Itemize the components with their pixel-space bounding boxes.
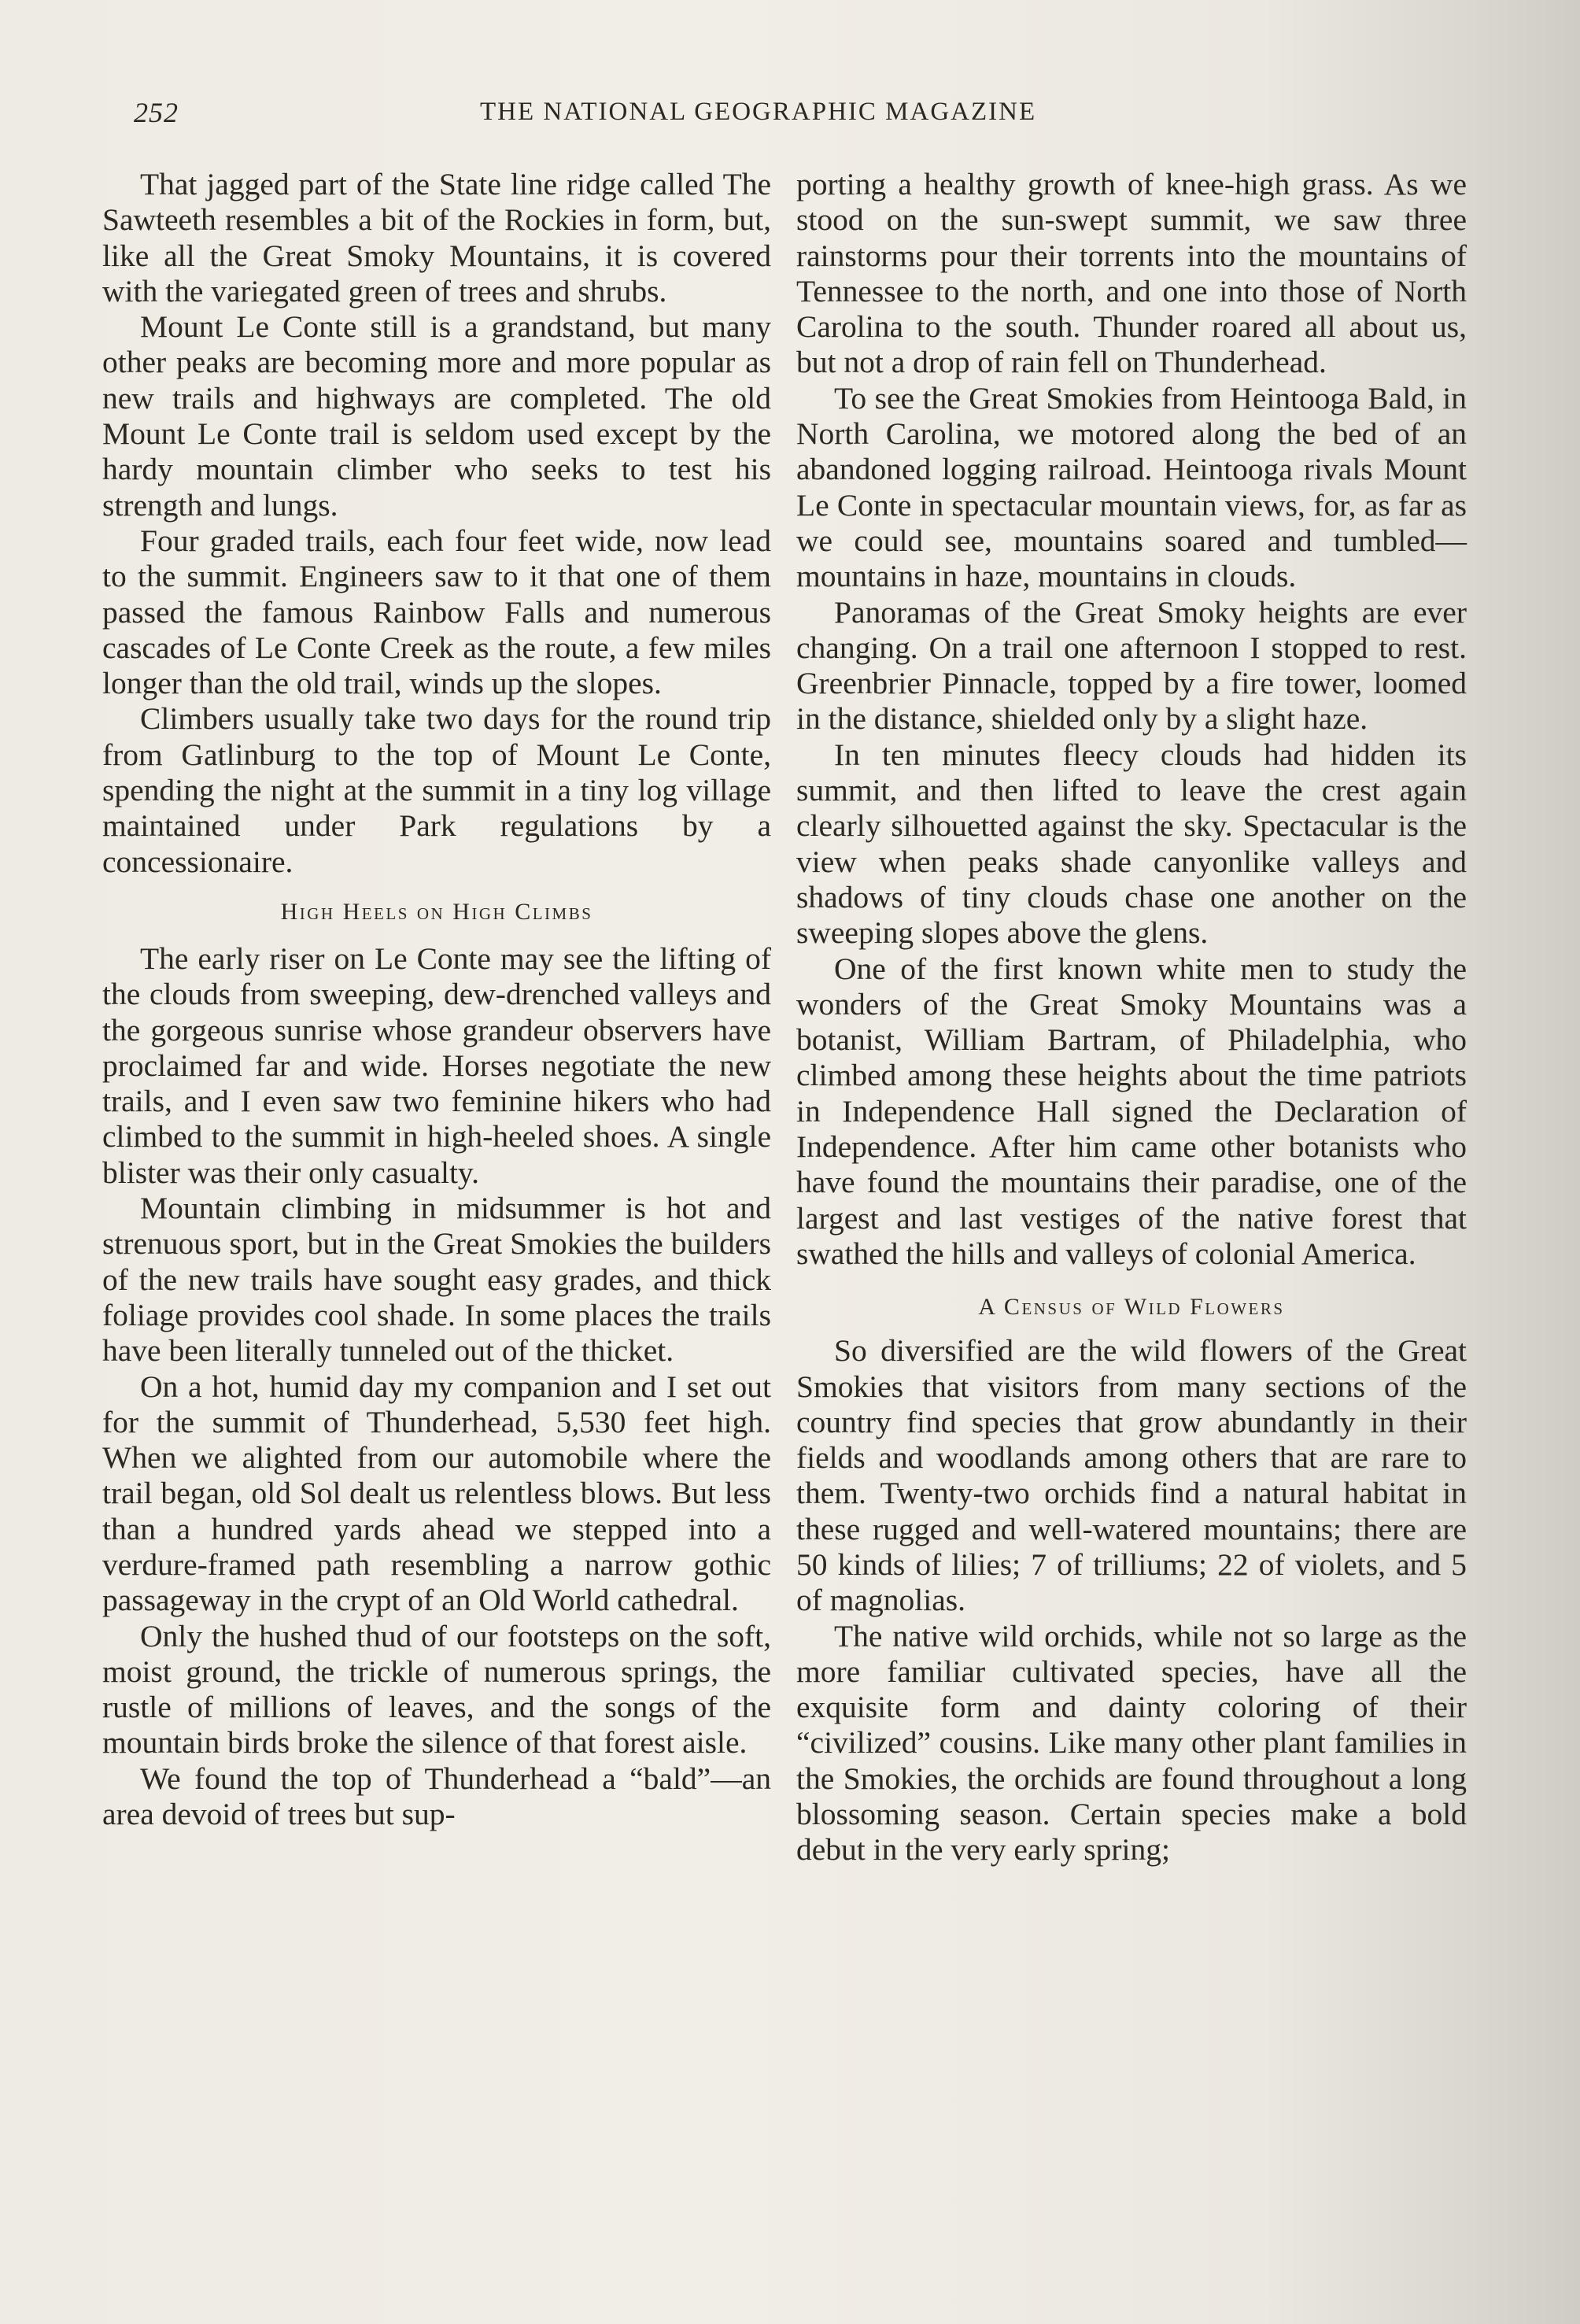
- left-column: [102, 167, 771, 1832]
- paragraph: Panoramas of the Great Smoky heights are ever changing. On a trail one afternoon I stopped to rest. Greenbrier Pinnacle, topped by a fire tower, loomed in the distance, shielded only by a slight haze.: [796, 594, 1467, 737]
- paragraph-continued: porting a healthy growth of knee-high grass. As we stood on the sun-swept summit, we saw three rainstorms pour their torrents into the mountains of Tennessee to the north, and one into those of North Carolina to the south. Thunder roared all about us, but not a drop of rain fell on Thunderhead.: [796, 167, 1467, 380]
- paragraph: One of the first known white men to study the wonders of the Great Smoky Mountains was a botanist, William Bartram, of Philadelphia, who climbed among these heights about the time patriots in Independence Hall signed the Declaration of Independence. After him came other botanists who have found the mountains their paradise, one of the largest and last vestiges of the native forest that swathed the hills and valleys of colonial America.: [796, 951, 1467, 1271]
- running-head: [134, 96, 1117, 143]
- paragraph: In ten minutes fleecy clouds had hidden its summit, and then lifted to leave the crest again clearly silhouetted against the sky. Spectacular is the view when peaks shade canyonlike valleys and shadows of tiny clouds chase one another on the sweeping slopes above the glens.: [796, 737, 1467, 951]
- paragraph: Four graded trails, each four feet wide, now lead to the summit. Engineers saw to it that one of them passed the famous Rainbow Falls and numerous cascades of Le Conte Creek as the route, a few miles longer than the old trail, winds up the slopes.: [102, 523, 771, 701]
- paragraph: Climbers usually take two days for the round trip from Gatlinburg to the top of Mount Le Conte, spending the night at the summit in a tiny log village maintained under Park regulations by a concessionaire.: [102, 701, 771, 879]
- paragraph: The native wild orchids, while not so large as the more familiar cultivated species, have all the exquisite form and dainty coloring of their “civilized” cousins. Like many other plant families in the Smokies, the orchids are found throughout a long blossoming season. Certain species make a bold debut in the very early spring;: [796, 1618, 1467, 1868]
- paragraph: Only the hushed thud of our footsteps on the soft, moist ground, the trickle of numerous springs, the rustle of millions of leaves, and the songs of the mountain birds broke the silence of that forest aisle.: [102, 1618, 771, 1761]
- paragraph: To see the Great Smokies from Heintooga Bald, in North Carolina, we motored along the bed of an abandoned logging railroad. Heintooga rivals Mount Le Conte in spectacular mountain views, for, as far as we could see, mountains soared and tumbled—mountains in haze, mountains in clouds.: [796, 380, 1467, 594]
- page-number: 252: [134, 97, 179, 128]
- paragraph: Mountain climbing in midsummer is hot and strenuous sport, but in the Great Smokies the builders of the new trails have sought easy grades, and thick foliage provides cool shade. In some places the trails have been literally tunneled out of the thicket.: [102, 1191, 771, 1369]
- paragraph: So diversified are the wild flowers of the Great Smokies that visitors from many sections of the country find species that grow abundantly in their fields and woodlands among others that are rare to them. Twenty-two orchids find a natural habitat in these rugged and well-watered mountains; there are 50 kinds of lilies; 7 of trilliums; 22 of violets, and 5 of magnolias.: [796, 1333, 1467, 1618]
- paragraph: On a hot, humid day my companion and I set out for the summit of Thunderhead, 5,530 feet high. When we alighted from our automobile where the trail began, old Sol dealt us relentless blows. But less than a hundred yards ahead we stepped into a verdure-framed path resembling a narrow gothic passageway in the crypt of an Old World cathedral.: [102, 1369, 771, 1618]
- right-column: [796, 167, 1467, 1868]
- section-heading: A Census of Wild Flowers: [978, 1294, 1285, 1321]
- magazine-title: THE NATIONAL GEOGRAPHIC MAGAZINE: [480, 98, 1037, 126]
- paragraph: Mount Le Conte still is a grandstand, but many other peaks are becoming more and more popular as new trails and highways are completed. The old Mount Le Conte trail is seldom used except by the hardy mountain climber who seeks to test his strength and lungs.: [102, 309, 771, 523]
- paragraph: The early riser on Le Conte may see the lifting of the clouds from sweeping, dew-drenched valleys and the gorgeous sunrise whose grandeur observers have proclaimed far and wide. Horses negotiate the new trails, and I even saw two feminine hikers who had climbed to the summit in high-heeled shoes. A single blister was their only casualty.: [102, 940, 771, 1190]
- paragraph: We found the top of Thunderhead a “bald”—an area devoid of trees but sup-: [102, 1761, 771, 1832]
- paragraph: That jagged part of the State line ridge called The Sawteeth resembles a bit of the Rockies in form, but, like all the Great Smoky Mountains, it is covered with the variegated green of trees and shrubs.: [102, 167, 771, 309]
- section-heading: High Heels on High Climbs: [280, 898, 593, 925]
